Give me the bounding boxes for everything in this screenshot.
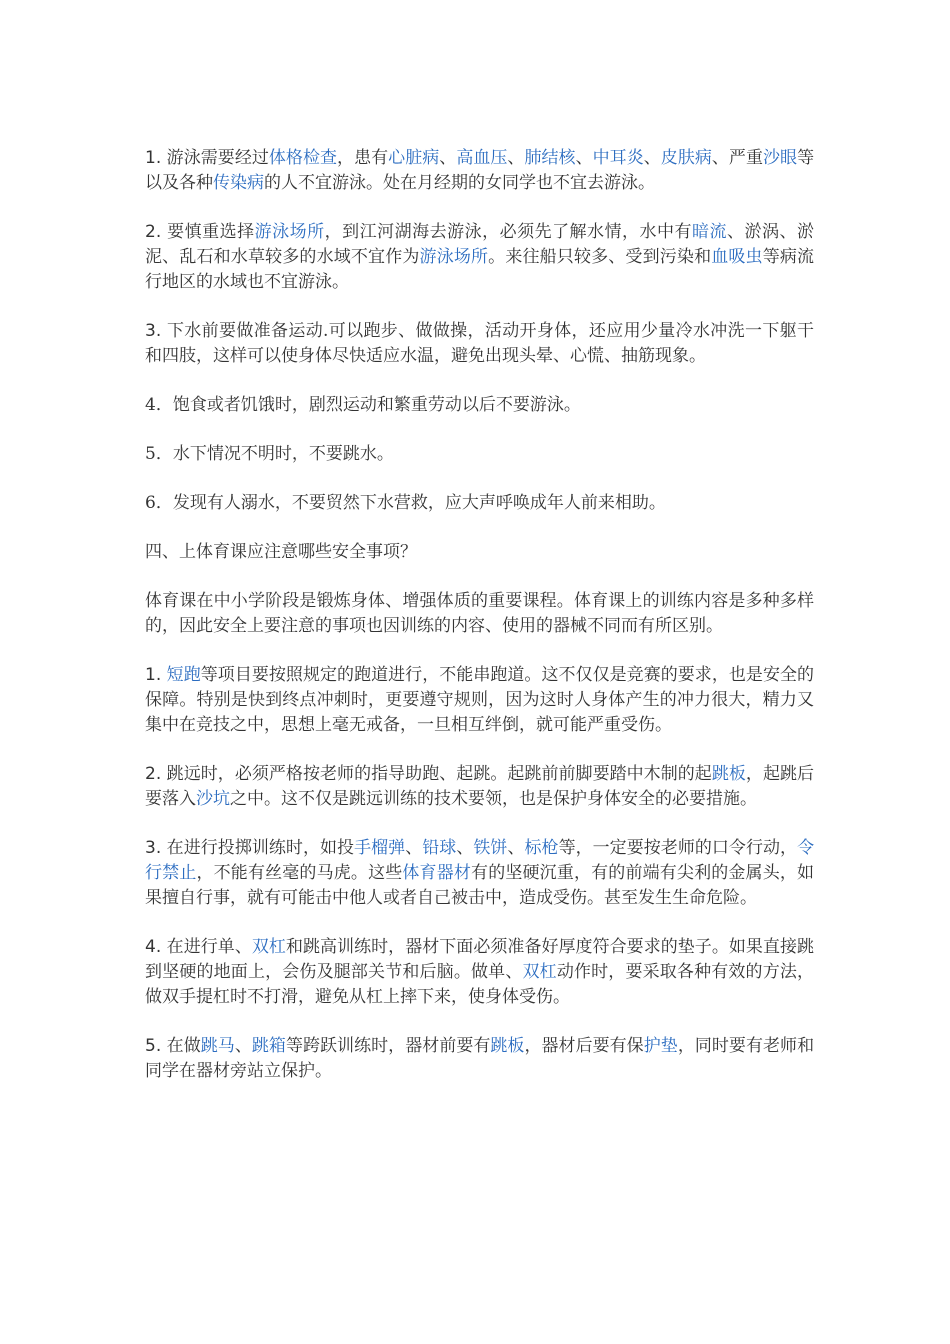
- paragraph: [145, 491, 814, 516]
- text-run: 6．发现有人溺水，不要贸然下水营救，应大声呼唤成年人前来相助。: [145, 493, 666, 513]
- text-run: 要慎重选择: [167, 222, 255, 242]
- term-link[interactable]: 中耳炎: [592, 148, 644, 168]
- text-run: 、淤涡、淤泥、乱石和水草较多的水域不宜作为: [145, 222, 815, 267]
- text-run: 在进行单、: [166, 937, 252, 957]
- text-run: 5．水下情况不明时，不要跳水。: [145, 444, 394, 464]
- item-number: 3.: [145, 321, 167, 341]
- term-link[interactable]: 沙坑: [196, 789, 230, 809]
- text-run: ，不能有丝毫的马虎。这些: [196, 863, 403, 883]
- paragraph: [145, 935, 814, 1010]
- text-run: 、: [456, 838, 474, 858]
- item-number: 5.: [145, 1036, 167, 1056]
- text-run: 、: [643, 148, 661, 168]
- item-number: 2.: [145, 222, 168, 242]
- term-link[interactable]: 短跑: [166, 665, 201, 685]
- term-link[interactable]: 传染病: [213, 173, 264, 193]
- paragraph: [145, 146, 814, 196]
- paragraph: [145, 1034, 814, 1084]
- text-run: 下水前要做准备运动.可以跑步、做做操，活动开身体，还应用少量冷水冲洗一下躯干和四肢，这样可以使身体尽快适应水温，避免出现头晕、心慌、抽筋现象。: [145, 321, 814, 366]
- item-number: 4.: [145, 937, 167, 957]
- term-link[interactable]: 护垫: [643, 1036, 678, 1056]
- term-link[interactable]: 铁饼: [473, 838, 508, 858]
- paragraph: [145, 589, 814, 639]
- term-link[interactable]: 手榴弹: [354, 838, 406, 858]
- text-run: 在进行投掷训练时，如投: [166, 838, 355, 858]
- term-link[interactable]: 游泳场所: [254, 222, 325, 242]
- text-run: 和跳高训练时，器材下面必须准备好厚度符合要求的垫子。如果直接跳到坚硬的地面上，会伤及腿部关节和后脑。做单、: [145, 937, 815, 982]
- paragraph: [145, 762, 814, 812]
- text-run: 游泳需要经过: [166, 148, 269, 168]
- text-run: 有的坚硬沉重，有的前端有尖利的金属头，如果擅自行事，就有可能击中他人或者自己被击中，造成受伤。甚至发生生命危险。: [145, 863, 815, 908]
- text-run: 之中。这不仅是跳远训练的技术要领，也是保护身体安全的必要措施。: [230, 789, 757, 809]
- text-run: 在做: [166, 1036, 201, 1056]
- text-run: 、: [439, 148, 457, 168]
- paragraph: [145, 393, 814, 418]
- term-link[interactable]: 暗流: [692, 222, 728, 242]
- term-link[interactable]: 高血压: [456, 148, 508, 168]
- text-run: 等以及各种: [145, 148, 815, 193]
- paragraph: [145, 319, 814, 369]
- term-link[interactable]: 双杠: [251, 937, 286, 957]
- text-run: 、严重: [711, 148, 763, 168]
- text-run: 、: [234, 1036, 252, 1056]
- text-run: ，患有: [337, 148, 389, 168]
- term-link[interactable]: 体格检查: [268, 148, 338, 168]
- term-link[interactable]: 心脏病: [388, 148, 440, 168]
- term-link[interactable]: 跳板: [711, 764, 746, 784]
- text-run: 等，一定要按老师的口令行动，: [558, 838, 798, 858]
- text-run: ，器材后要有保: [524, 1036, 644, 1056]
- paragraph: [145, 220, 814, 295]
- term-link[interactable]: 跳板: [490, 1036, 525, 1056]
- item-number: 1.: [145, 665, 167, 685]
- term-link[interactable]: 沙眼: [763, 148, 798, 168]
- text-run: 、: [405, 838, 423, 858]
- paragraph: [145, 663, 814, 738]
- text-run: 体育课在中小学阶段是锻炼身体、增强体质的重要课程。体育课上的训练内容是多种多样的，因此安全上要注意的事项也因训练的内容、使用的器械不同而有所区别。: [145, 591, 814, 636]
- term-link[interactable]: 体育器材: [402, 863, 472, 883]
- text-run: 等病流行地区的水域也不宜游泳。: [145, 247, 815, 292]
- item-number: 1.: [145, 148, 167, 168]
- text-run: ，起跳后要落入: [145, 764, 815, 809]
- term-link[interactable]: 跳箱: [251, 1036, 286, 1056]
- term-link[interactable]: 双杠: [522, 962, 557, 982]
- text-run: 的人不宜游泳。处在月经期的女同学也不宜去游泳。: [264, 173, 655, 193]
- text-run: ，到江河湖海去游泳，必须先了解水情，水中有: [324, 222, 693, 242]
- text-run: 、: [575, 148, 593, 168]
- text-run: 。来往船只较多、受到污染和: [488, 247, 712, 267]
- item-number: 3.: [145, 838, 167, 858]
- term-link[interactable]: 皮肤病: [660, 148, 712, 168]
- document-body: [145, 146, 814, 1084]
- text-run: 等项目要按照规定的跑道进行，不能串跑道。这不仅仅是竞赛的要求，也是安全的保障。特别是快到终点冲刺时，更要遵守规则，因为这时人身体产生的冲力很大，精力又集中在竞技之中，思想上毫无戒备，一旦相互绊倒，就可能严重受伤。: [145, 665, 815, 735]
- text-run: 四、上体育课应注意哪些安全事项？: [145, 542, 417, 562]
- term-link[interactable]: 血吸虫: [711, 247, 763, 267]
- text-run: 4．饱食或者饥饿时，剧烈运动和繁重劳动以后不要游泳。: [145, 395, 581, 415]
- text-run: 跳远时，必须严格按老师的指导助跑、起跳。起跳前前脚要踏中木制的起: [166, 764, 712, 784]
- text-run: ，同时要有老师和同学在器材旁站立保护。: [145, 1036, 815, 1081]
- term-link[interactable]: 肺结核: [524, 148, 576, 168]
- term-link[interactable]: 标枪: [524, 838, 559, 858]
- term-link[interactable]: 令行禁止: [145, 838, 815, 883]
- item-number: 2.: [145, 764, 167, 784]
- paragraph: [145, 836, 814, 911]
- term-link[interactable]: 铅球: [422, 838, 457, 858]
- text-run: 等跨跃训练时，器材前要有: [285, 1036, 491, 1056]
- paragraph: [145, 540, 814, 565]
- term-link[interactable]: 游泳场所: [419, 247, 489, 267]
- term-link[interactable]: 跳马: [200, 1036, 235, 1056]
- paragraph: [145, 442, 814, 467]
- text-run: 、: [507, 838, 525, 858]
- text-run: 、: [507, 148, 525, 168]
- text-run: 动作时，要采取各种有效的方法，做双手提杠时不打滑，避免从杠上摔下来，使身体受伤。: [145, 962, 815, 1007]
